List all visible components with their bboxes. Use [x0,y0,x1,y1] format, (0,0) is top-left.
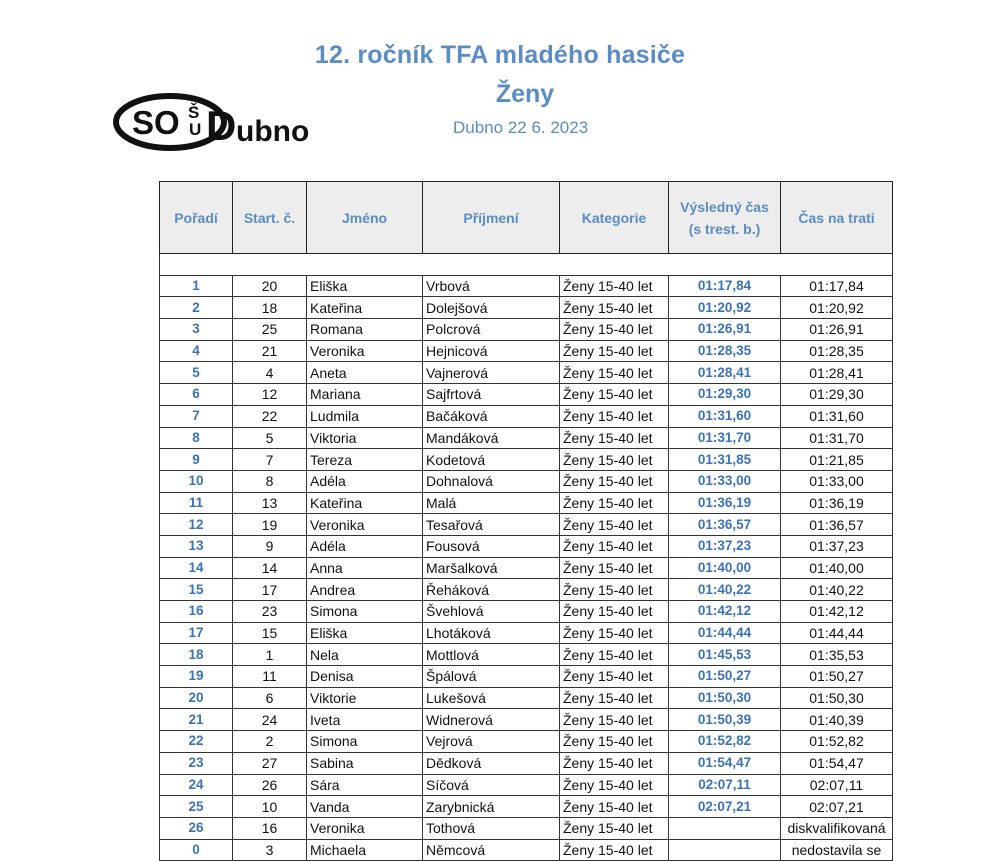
cell-track-time: 01:33,00 [781,470,893,492]
cell-last-name: Vrbová [423,275,560,297]
cell-track-time: 02:07,11 [781,774,893,796]
cell-category: Ženy 15-40 let [560,796,669,818]
cell-rank: 11 [160,492,233,514]
cell-category: Ženy 15-40 let [560,752,669,774]
cell-track-time: 01:28,41 [781,362,893,384]
cell-start-number: 5 [233,427,307,449]
cell-last-name: Kodetová [423,449,560,471]
cell-track-time: 01:21,85 [781,449,893,471]
cell-first-name: Veronika [307,340,423,362]
cell-category: Ženy 15-40 let [560,470,669,492]
table-row [160,601,893,623]
table-row [160,384,893,406]
cell-first-name: Iveta [307,709,423,731]
cell-start-number: 12 [233,384,307,406]
cell-rank: 16 [160,601,233,623]
cell-first-name: Kateřina [307,492,423,514]
cell-track-time: 01:40,39 [781,709,893,731]
cell-start-number: 4 [233,362,307,384]
cell-first-name: Veronika [307,817,423,839]
cell-last-name: Mandáková [423,427,560,449]
cell-last-name: Lhotáková [423,622,560,644]
cell-first-name: Simona [307,731,423,753]
cell-first-name: Tereza [307,449,423,471]
table-row [160,731,893,753]
table-row [160,297,893,319]
cell-last-name: Sajfrtová [423,384,560,406]
cell-track-time: 02:07,21 [781,796,893,818]
cell-start-number: 8 [233,470,307,492]
cell-category: Ženy 15-40 let [560,731,669,753]
logo-text-so: SO [132,104,180,141]
cell-last-name: Hejnicová [423,340,560,362]
cell-rank: 23 [160,752,233,774]
cell-track-time: 01:42,12 [781,601,893,623]
table-row [160,817,893,839]
table-row [160,579,893,601]
table-row [160,275,893,297]
cell-category: Ženy 15-40 let [560,579,669,601]
cell-first-name: Adéla [307,535,423,557]
cell-rank: 17 [160,622,233,644]
logo-text-ubno: ubno [236,115,310,148]
cell-start-number: 22 [233,405,307,427]
cell-rank: 0 [160,839,233,861]
col-header-result-time [669,182,781,254]
cell-rank: 14 [160,557,233,579]
cell-result-time: 01:28,41 [669,362,781,384]
cell-category: Ženy 15-40 let [560,622,669,644]
col-header-start-number: Start. č. [233,182,307,254]
col-header-result-line2: (s trest. b.) [688,220,761,237]
cell-first-name: Sabina [307,752,423,774]
col-header-result-line1: Výsledný čas [680,198,769,215]
table-row [160,427,893,449]
cell-category: Ženy 15-40 let [560,514,669,536]
cell-first-name: Viktoria [307,427,423,449]
cell-result-time: 01:50,27 [669,666,781,688]
table-row [160,340,893,362]
page-title: 12. ročník TFA mladého hasiče [314,41,686,69]
cell-last-name: Malá [423,492,560,514]
cell-first-name: Romana [307,319,423,341]
cell-start-number: 1 [233,644,307,666]
table-row [160,362,893,384]
cell-category: Ženy 15-40 let [560,449,669,471]
cell-track-time: nedostavila se [781,839,893,861]
cell-category: Ženy 15-40 let [560,362,669,384]
cell-last-name: Špálová [423,666,560,688]
cell-track-time: 01:40,22 [781,579,893,601]
cell-first-name: Anna [307,557,423,579]
cell-track-time: 01:40,00 [781,557,893,579]
cell-rank: 26 [160,817,233,839]
cell-last-name: Řeháková [423,579,560,601]
cell-result-time: 02:07,11 [669,774,781,796]
cell-rank: 7 [160,405,233,427]
cell-result-time: 01:33,00 [669,470,781,492]
table-row [160,319,893,341]
cell-last-name: Vejrová [423,731,560,753]
cell-track-time: diskvalifikovaná [781,817,893,839]
cell-track-time: 01:17,84 [781,275,893,297]
cell-result-time: 01:37,23 [669,535,781,557]
cell-first-name: Nela [307,644,423,666]
cell-track-time: 01:35,53 [781,644,893,666]
cell-category: Ženy 15-40 let [560,492,669,514]
cell-result-time: 01:31,60 [669,405,781,427]
cell-track-time: 01:29,30 [781,384,893,406]
table-row [160,774,893,796]
table-header-row [160,182,893,254]
cell-category: Ženy 15-40 let [560,275,669,297]
cell-category: Ženy 15-40 let [560,557,669,579]
cell-category: Ženy 15-40 let [560,319,669,341]
results-table [159,181,893,861]
cell-last-name: Lukešová [423,687,560,709]
table-row [160,752,893,774]
event-place-date: Dubno 22 6. 2023 [453,118,589,137]
cell-result-time: 01:28,35 [669,340,781,362]
cell-start-number: 13 [233,492,307,514]
cell-result-time: 01:29,30 [669,384,781,406]
table-row [160,796,893,818]
cell-last-name: Vajnerová [423,362,560,384]
cell-last-name: Dolejšová [423,297,560,319]
cell-start-number: 25 [233,319,307,341]
cell-last-name: Síčová [423,774,560,796]
col-header-rank: Pořadí [160,182,233,254]
cell-category: Ženy 15-40 let [560,384,669,406]
cell-start-number: 21 [233,340,307,362]
cell-track-time: 01:36,57 [781,514,893,536]
cell-result-time: 01:54,47 [669,752,781,774]
cell-first-name: Denisa [307,666,423,688]
table-row [160,535,893,557]
cell-result-time: 01:31,85 [669,449,781,471]
cell-first-name: Veronika [307,514,423,536]
cell-first-name: Andrea [307,579,423,601]
cell-rank: 2 [160,297,233,319]
cell-category: Ženy 15-40 let [560,817,669,839]
cell-rank: 13 [160,535,233,557]
cell-category: Ženy 15-40 let [560,297,669,319]
cell-category: Ženy 15-40 let [560,839,669,861]
cell-category: Ženy 15-40 let [560,687,669,709]
cell-track-time: 01:26,91 [781,319,893,341]
cell-category: Ženy 15-40 let [560,601,669,623]
cell-result-time: 01:40,22 [669,579,781,601]
table-row [160,492,893,514]
cell-result-time: 01:20,92 [669,297,781,319]
cell-rank: 25 [160,796,233,818]
cell-category: Ženy 15-40 let [560,427,669,449]
cell-track-time: 01:52,82 [781,731,893,753]
cell-track-time: 01:37,23 [781,535,893,557]
cell-first-name: Aneta [307,362,423,384]
cell-last-name: Dědková [423,752,560,774]
table-row [160,839,893,861]
table-row [160,470,893,492]
cell-result-time: 01:50,39 [669,709,781,731]
cell-track-time: 01:28,35 [781,340,893,362]
cell-first-name: Kateřina [307,297,423,319]
cell-first-name: Ludmila [307,405,423,427]
cell-last-name: Bačáková [423,405,560,427]
cell-rank: 15 [160,579,233,601]
cell-first-name: Michaela [307,839,423,861]
cell-track-time: 01:31,70 [781,427,893,449]
cell-last-name: Němcová [423,839,560,861]
cell-rank: 24 [160,774,233,796]
table-row [160,709,893,731]
cell-last-name: Widnerová [423,709,560,731]
cell-result-time: 02:07,21 [669,796,781,818]
cell-last-name: Tothová [423,817,560,839]
cell-start-number: 18 [233,297,307,319]
cell-track-time: 01:50,30 [781,687,893,709]
cell-track-time: 01:44,44 [781,622,893,644]
cell-rank: 8 [160,427,233,449]
col-header-last-name: Příjmení [423,182,560,254]
cell-rank: 18 [160,644,233,666]
cell-start-number: 2 [233,731,307,753]
cell-category: Ženy 15-40 let [560,340,669,362]
cell-last-name: Mottlová [423,644,560,666]
cell-last-name: Polcrová [423,319,560,341]
cell-track-time: 01:20,92 [781,297,893,319]
cell-start-number: 9 [233,535,307,557]
cell-track-time: 01:31,60 [781,405,893,427]
page-subtitle: Ženy [495,80,555,108]
table-row [160,514,893,536]
cell-first-name: Eliška [307,622,423,644]
table-row [160,449,893,471]
cell-start-number: 14 [233,557,307,579]
cell-rank: 21 [160,709,233,731]
cell-result-time: 01:40,00 [669,557,781,579]
cell-rank: 3 [160,319,233,341]
cell-start-number: 19 [233,514,307,536]
cell-track-time: 01:54,47 [781,752,893,774]
cell-rank: 6 [160,384,233,406]
table-row [160,405,893,427]
logo-text-d: D [206,102,237,149]
cell-result-time: 01:42,12 [669,601,781,623]
cell-last-name: Tesařová [423,514,560,536]
cell-result-time: 01:36,57 [669,514,781,536]
cell-first-name: Eliška [307,275,423,297]
cell-rank: 22 [160,731,233,753]
cell-result-time: 01:52,82 [669,731,781,753]
cell-category: Ženy 15-40 let [560,709,669,731]
cell-last-name: Dohnalová [423,470,560,492]
cell-start-number: 11 [233,666,307,688]
table-row [160,557,893,579]
cell-rank: 4 [160,340,233,362]
cell-result-time: 01:50,30 [669,687,781,709]
cell-rank: 1 [160,275,233,297]
cell-rank: 9 [160,449,233,471]
cell-track-time: 01:36,19 [781,492,893,514]
table-row [160,644,893,666]
cell-track-time: 01:50,27 [781,666,893,688]
cell-rank: 12 [160,514,233,536]
cell-first-name: Mariana [307,384,423,406]
cell-category: Ženy 15-40 let [560,535,669,557]
cell-result-time: 01:44,44 [669,622,781,644]
cell-start-number: 10 [233,796,307,818]
school-logo [112,88,337,156]
logo-text-u: U [189,120,202,139]
cell-first-name: Viktorie [307,687,423,709]
logo-text-s: Š [188,103,200,122]
cell-first-name: Simona [307,601,423,623]
cell-start-number: 26 [233,774,307,796]
cell-rank: 10 [160,470,233,492]
col-header-track-time: Čas na trati [781,182,893,254]
cell-start-number: 15 [233,622,307,644]
cell-start-number: 20 [233,275,307,297]
cell-rank: 5 [160,362,233,384]
table-row [160,622,893,644]
cell-category: Ženy 15-40 let [560,405,669,427]
cell-result-time: 01:31,70 [669,427,781,449]
cell-result-time [669,817,781,839]
cell-result-time: 01:17,84 [669,275,781,297]
cell-last-name: Maršalková [423,557,560,579]
cell-result-time: 01:26,91 [669,319,781,341]
cell-last-name: Fousová [423,535,560,557]
cell-start-number: 27 [233,752,307,774]
cell-start-number: 24 [233,709,307,731]
cell-category: Ženy 15-40 let [560,666,669,688]
col-header-category: Kategorie [560,182,669,254]
table-row [160,666,893,688]
col-header-first-name: Jméno [307,182,423,254]
cell-start-number: 17 [233,579,307,601]
cell-last-name: Švehlová [423,601,560,623]
cell-result-time [669,839,781,861]
table-row [160,687,893,709]
cell-start-number: 7 [233,449,307,471]
cell-start-number: 6 [233,687,307,709]
cell-rank: 19 [160,666,233,688]
cell-category: Ženy 15-40 let [560,774,669,796]
cell-start-number: 16 [233,817,307,839]
cell-last-name: Zarybnická [423,796,560,818]
cell-first-name: Vanda [307,796,423,818]
cell-first-name: Adéla [307,470,423,492]
cell-rank: 20 [160,687,233,709]
header-spacer [160,254,893,276]
cell-category: Ženy 15-40 let [560,644,669,666]
cell-first-name: Sára [307,774,423,796]
cell-result-time: 01:45,53 [669,644,781,666]
cell-start-number: 23 [233,601,307,623]
cell-start-number: 3 [233,839,307,861]
cell-result-time: 01:36,19 [669,492,781,514]
